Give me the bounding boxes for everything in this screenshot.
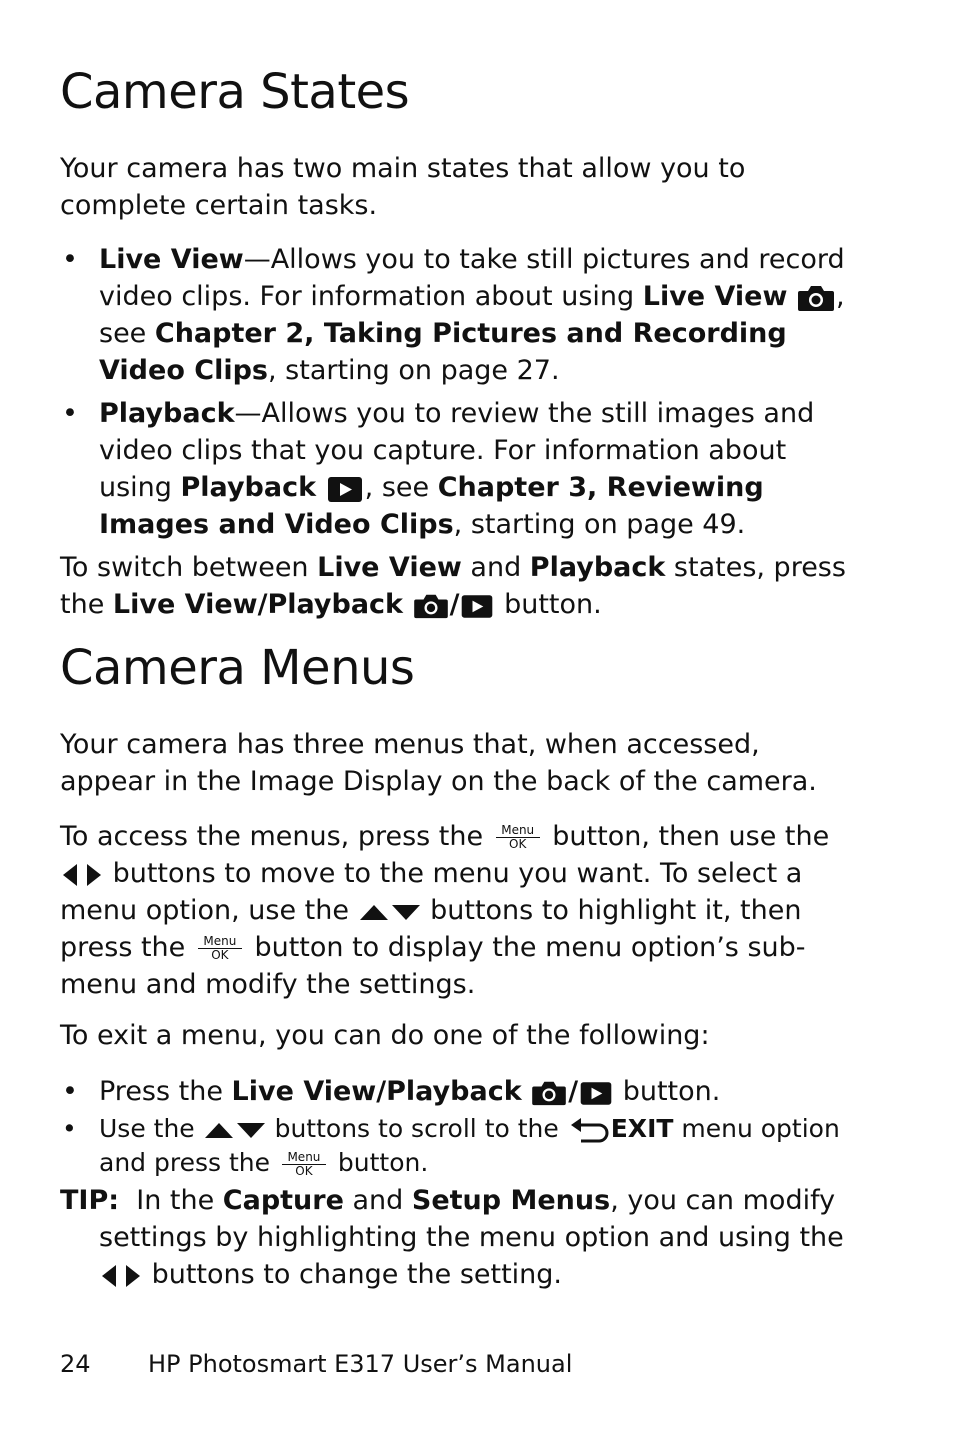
page-footer	[60, 1350, 760, 1378]
playback-icon	[325, 474, 365, 504]
tip-label: TIP:	[60, 1185, 120, 1216]
playback-icon	[578, 1079, 614, 1107]
list-item-exit-press: • Press the Live View/Playback / button.	[60, 1073, 850, 1110]
switch-paragraph: To switch between Live View and Playback states, press the Live View/Playback / button.	[60, 552, 846, 620]
menu-ok-icon: Menu OK	[198, 935, 242, 962]
left-right-arrows-icon	[60, 861, 104, 889]
camera-icon	[412, 592, 450, 620]
list-item-exit-scroll: • Use the buttons to scroll to the EXIT menu option and press the Menu OK button.	[60, 1112, 850, 1180]
up-down-arrows-icon	[203, 1119, 267, 1141]
back-arrow-icon	[567, 1115, 611, 1145]
manual-title: HP Photosmart E317 User’s Manual	[148, 1350, 573, 1378]
list-item-playback: • Playback—Allows you to review the still images and video clips that you capture. For information about using Playback , see Chapter 3, Reviewing Images and Video Clips, starting on page 49.	[60, 395, 850, 543]
camera-icon	[796, 283, 836, 313]
exit-list-2	[60, 1112, 850, 1180]
section-title-camera-states: Camera States	[60, 64, 410, 120]
exit-intro: To exit a menu, you can do one of the following:	[60, 1020, 710, 1051]
menu-ok-icon: Menu OK	[496, 824, 540, 851]
playback-icon	[459, 592, 495, 620]
menus-intro: Your camera has three menus that, when accessed, appear in the Image Display on the back of the camera.	[60, 729, 817, 797]
camera-icon	[530, 1079, 568, 1107]
section-title-camera-menus: Camera Menus	[60, 640, 415, 696]
states-list	[60, 241, 850, 543]
page-number: 24	[60, 1350, 91, 1378]
menus-access-paragraph: To access the menus, press the Menu OK button, then use the buttons to move to the menu you want. To select a menu option, use the buttons to highlight it, then press the Menu OK button to display the menu option’s sub-menu and modify the settings.	[60, 821, 830, 1000]
exit-list	[60, 1073, 850, 1110]
states-intro: Your camera has two main states that allow you to complete certain tasks.	[60, 153, 746, 221]
tip-block: TIP: In the Capture and Setup Menus, you can modify settings by highlighting the menu option and using the buttons to change the setting.	[60, 1185, 844, 1290]
menu-ok-icon: Menu OK	[282, 1151, 326, 1178]
up-down-arrows-icon	[358, 901, 422, 923]
left-right-arrows-icon	[99, 1262, 143, 1290]
list-item-live-view: • Live View—Allows you to take still pictures and record video clips. For information about using Live View , see Chapter 2, Taking Pictures and Recording Video Clips, starting on page 27.	[60, 241, 850, 389]
